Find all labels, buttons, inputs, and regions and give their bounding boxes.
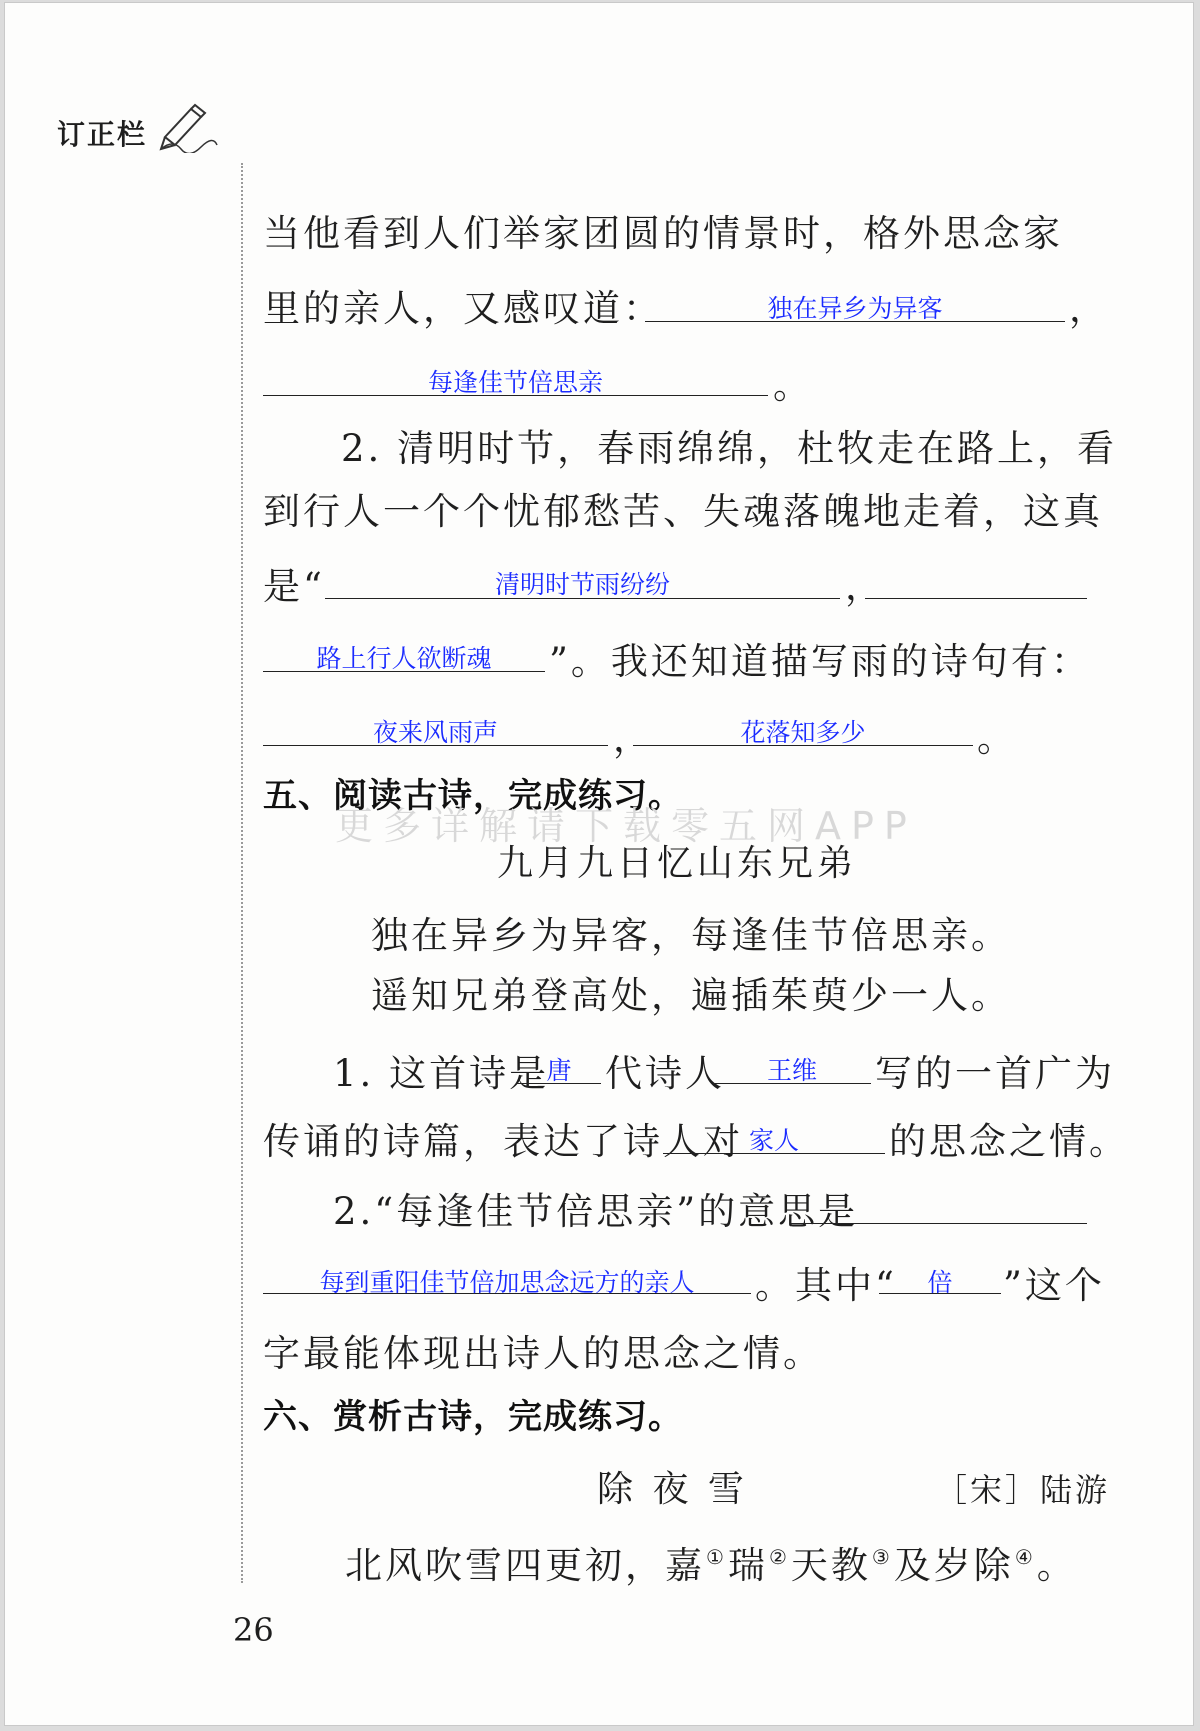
poem-1-line-1: 独在异乡为异客，每逢佳节倍思亲。 [371, 914, 1011, 957]
period-1: 。 [773, 364, 813, 407]
answer-6: 花落知多少 [740, 719, 866, 747]
s5-q1-part-a: 1. 这首诗是 [333, 1052, 550, 1095]
period-2: 。 [977, 717, 1017, 760]
answer-7: 唐 [546, 1057, 572, 1085]
poem-2-line-1-part-1: 北风吹雪四更初，嘉 [345, 1544, 705, 1587]
poem-2-author: ［宋］陆游 [935, 1471, 1111, 1509]
poem-2-line-1-part-5: 。 [1036, 1544, 1077, 1587]
answer-8: 王维 [766, 1057, 817, 1085]
comma-1: ， [1069, 287, 1109, 330]
answer-4: 路上行人欲断魂 [316, 645, 492, 673]
s5-q1-part-d: 传诵的诗篇，表达了诗人对 [263, 1120, 743, 1163]
question-2-line-3: 是“ [263, 565, 325, 608]
question-2-line-2: 到行人一个个忧郁愁苦、失魂落魄地走着，这真 [263, 490, 1103, 533]
answer-blank-10a [791, 1223, 1087, 1224]
poem-2-line-1-part-2: 瑞 [727, 1544, 768, 1587]
footnote-2-marker: ② [768, 1545, 790, 1569]
poem-2-line-1-part-3: 天教 [790, 1544, 871, 1587]
watermark: 更多详解请下载零五网APP [335, 804, 917, 848]
s5-q2-part-c: ”这个 [1003, 1264, 1105, 1307]
section-5-heading: 五、阅读古诗，完成练习。 [263, 776, 683, 816]
text-line-1: 当他看到人们举家团圆的情景时，格外思念家 [263, 212, 1063, 255]
s5-q1-part-c: 写的一首广为 [875, 1052, 1115, 1095]
poem-2-line-1-part-4: 及岁除 [893, 1544, 1014, 1587]
s5-q2-part-a: 2.“每逢佳节倍思亲”的意思是 [333, 1190, 859, 1233]
question-2-line-4: ”。我还知道描写雨的诗句有： [549, 640, 1091, 683]
poem-1-title: 九月九日忆山东兄弟 [497, 843, 858, 884]
comma-3: ， [613, 717, 653, 760]
poem-2-title: 除 夜 雪 [597, 1469, 748, 1510]
answer-9: 家人 [748, 1127, 799, 1155]
answer-3: 清明时节雨纷纷 [494, 571, 670, 599]
footnote-3-marker: ③ [871, 1545, 893, 1569]
pencil-icon [157, 99, 219, 153]
worksheet-page [4, 2, 1194, 1726]
answer-blank-3b [865, 598, 1087, 599]
answer-5: 夜来风雨声 [372, 719, 498, 747]
question-2-line-1: 2. 清明时节，春雨绵绵，杜牧走在路上，看 [341, 427, 1118, 470]
correction-column-title: 订正栏 [57, 118, 148, 151]
answer-2: 每逢佳节倍思亲 [427, 369, 603, 397]
answer-11: 倍 [927, 1269, 953, 1297]
answer-1: 独在异乡为异客 [767, 295, 943, 323]
s5-q2-part-d: 字最能体现出诗人的思念之情。 [263, 1332, 823, 1375]
s5-q2-part-b: 。其中“ [755, 1264, 897, 1307]
section-6-heading: 六、赏析古诗，完成练习。 [263, 1397, 683, 1437]
comma-2: ， [845, 565, 885, 608]
sidebar-divider [241, 163, 243, 1583]
page-number: 26 [233, 1611, 274, 1649]
answer-10: 每到重阳佳节倍加思念远方的亲人 [319, 1269, 695, 1297]
text-line-2: 里的亲人，又感叹道： [263, 287, 663, 330]
footnote-1-marker: ① [706, 1545, 727, 1569]
s5-q1-part-b: 代诗人 [605, 1052, 725, 1095]
poem-1-line-2: 遥知兄弟登高处，遍插茱萸少一人。 [371, 974, 1011, 1017]
s5-q1-part-e: 的思念之情。 [889, 1120, 1129, 1163]
footnote-4-marker: ④ [1014, 1545, 1036, 1569]
poem-2-line-1 [345, 1535, 1077, 1589]
